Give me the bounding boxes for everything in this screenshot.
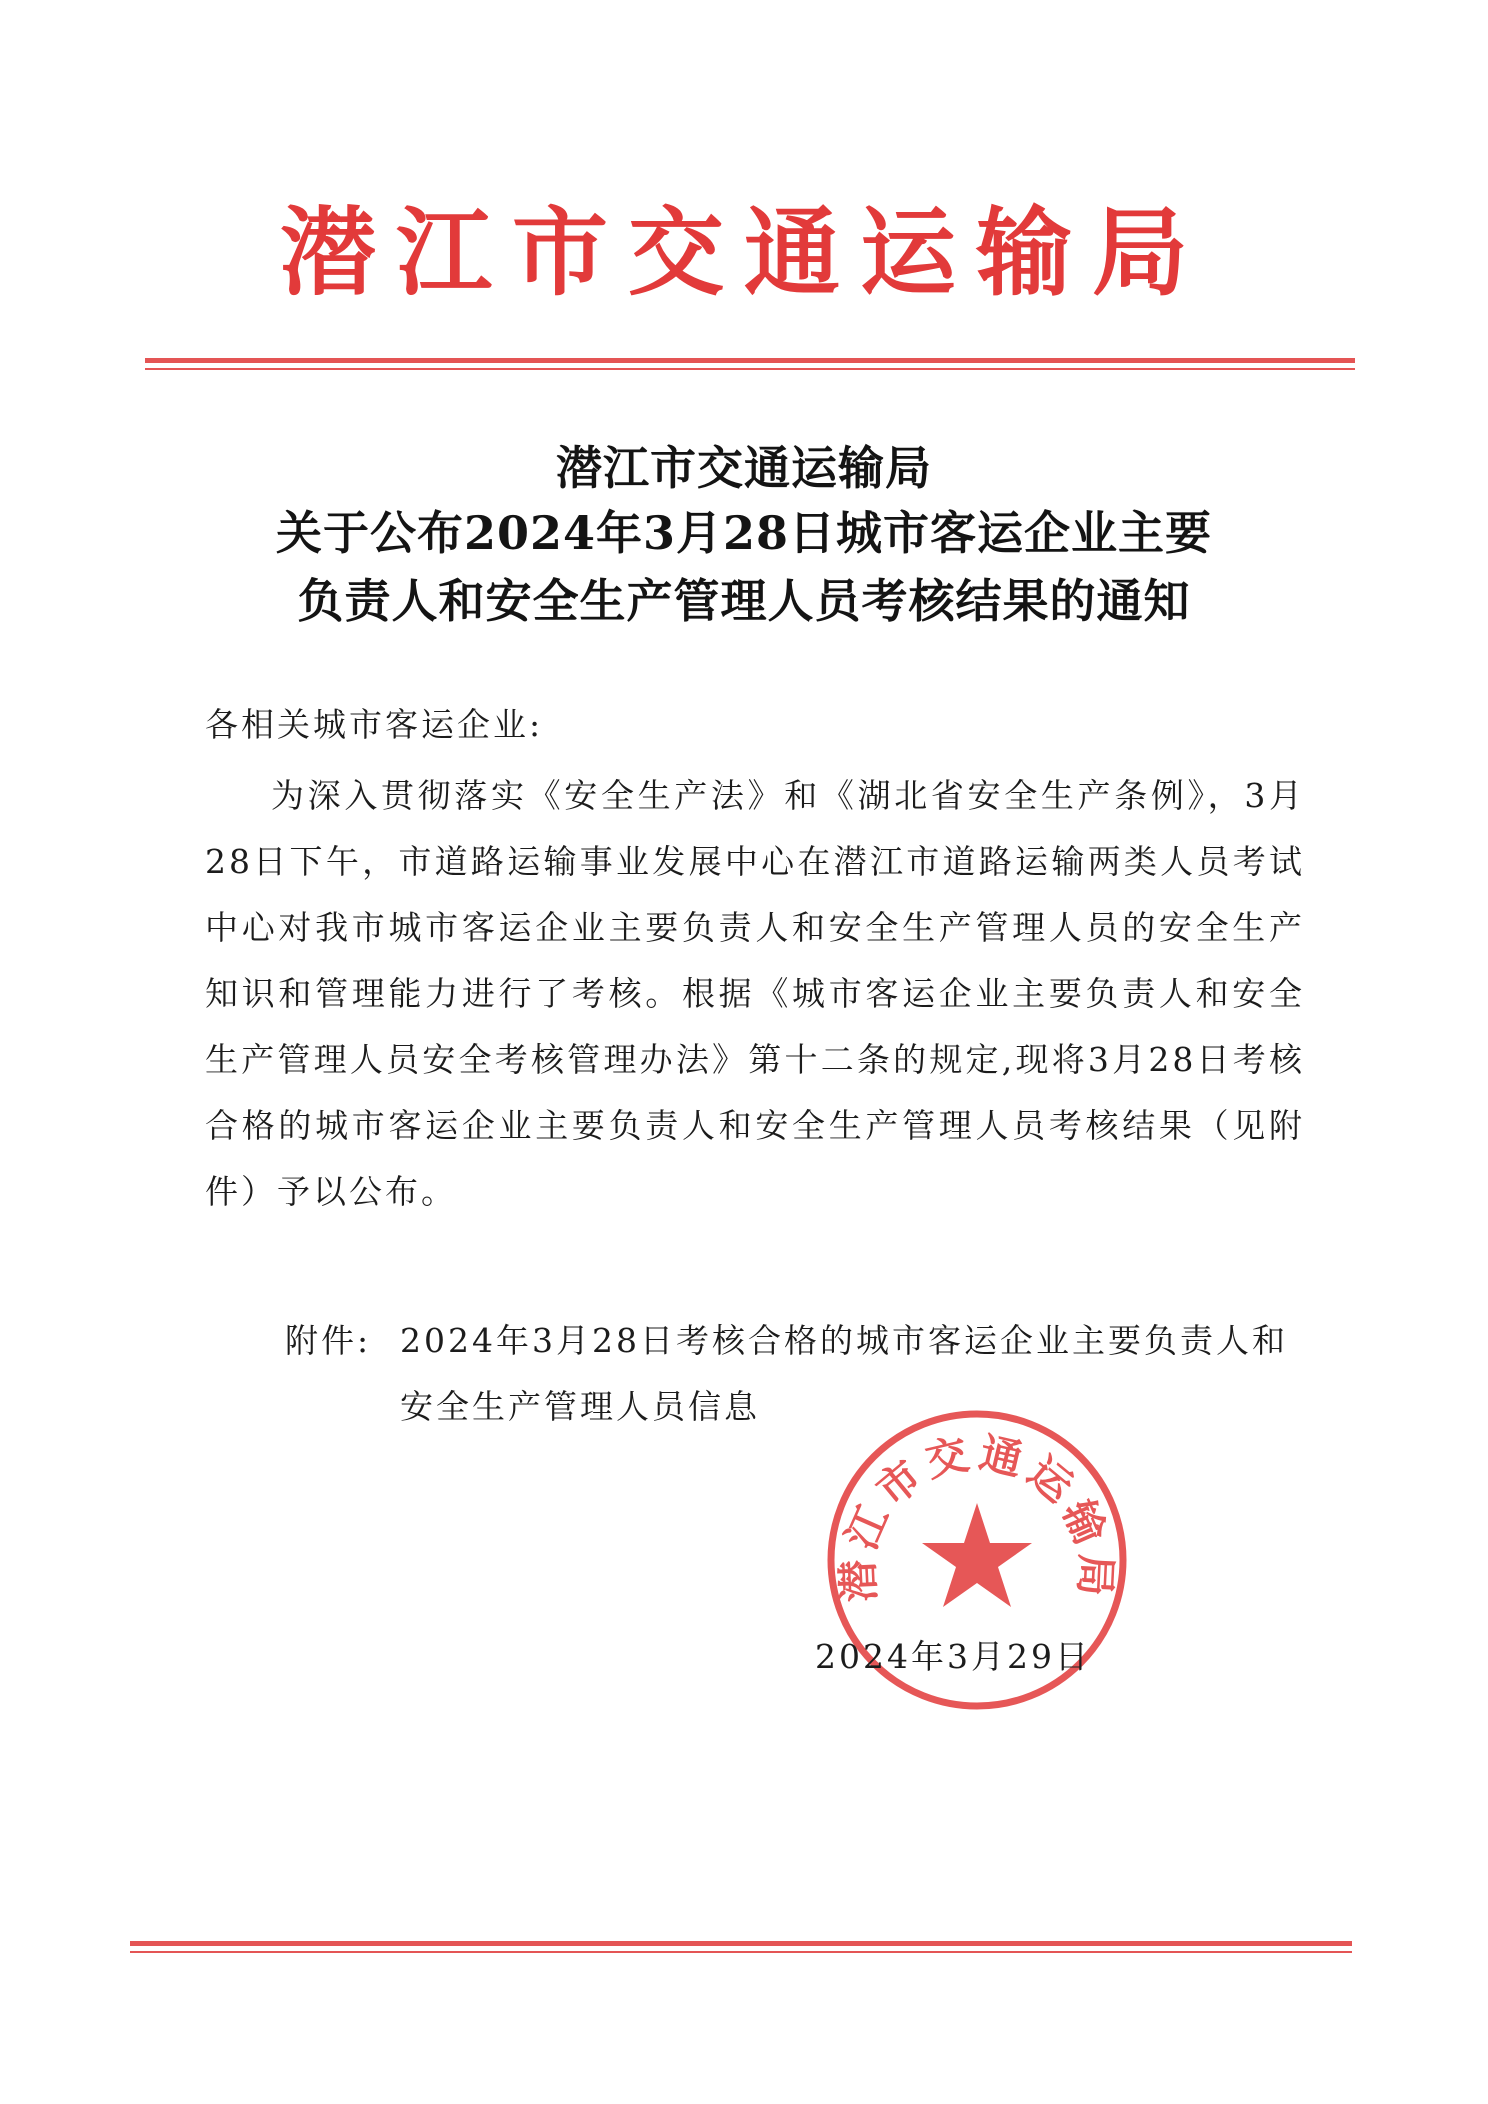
- seal-text: 潜江市交通运输局: [833, 1427, 1121, 1604]
- issue-date: 2024年3月29日: [815, 1637, 1091, 1676]
- title-line-3: 负责人和安全生产管理人员考核结果的通知: [297, 574, 1191, 628]
- header-rule: [145, 358, 1355, 374]
- attachment-label: 附件:: [285, 1321, 372, 1360]
- title-line-1: 潜江市交通运输局: [556, 441, 932, 495]
- salutation: 各相关城市客运企业:: [205, 705, 544, 744]
- footer-rule: [130, 1941, 1352, 1957]
- masthead: 潜江市交通运输局: [280, 196, 1208, 309]
- star-icon: [922, 1503, 1032, 1607]
- body-paragraph: 为深入贯彻落实《安全生产法》和《湖北省安全生产条例》，3月28日下午，市道路运输事业发展中心在潜江市道路运输两类人员考试中心对我市城市客运企业主要负责人和安全生产管理人员的安全生产知识和管理能力进行了考核。根据《城市客运企业主要负责人和安全生产管理人员安全考核管理办法》第十二条的规定,现将3月28日考核合格的城市客运企业主要负责人和安全生产管理人员考核结果（见附件）予以公布。: [205, 776, 1305, 1211]
- attachment-text: 2024年3月28日考核合格的城市客运企业主要负责人和安全生产管理人员信息: [400, 1321, 1288, 1426]
- title-line-2: 关于公布2024年3月28日城市客运企业主要: [275, 506, 1213, 560]
